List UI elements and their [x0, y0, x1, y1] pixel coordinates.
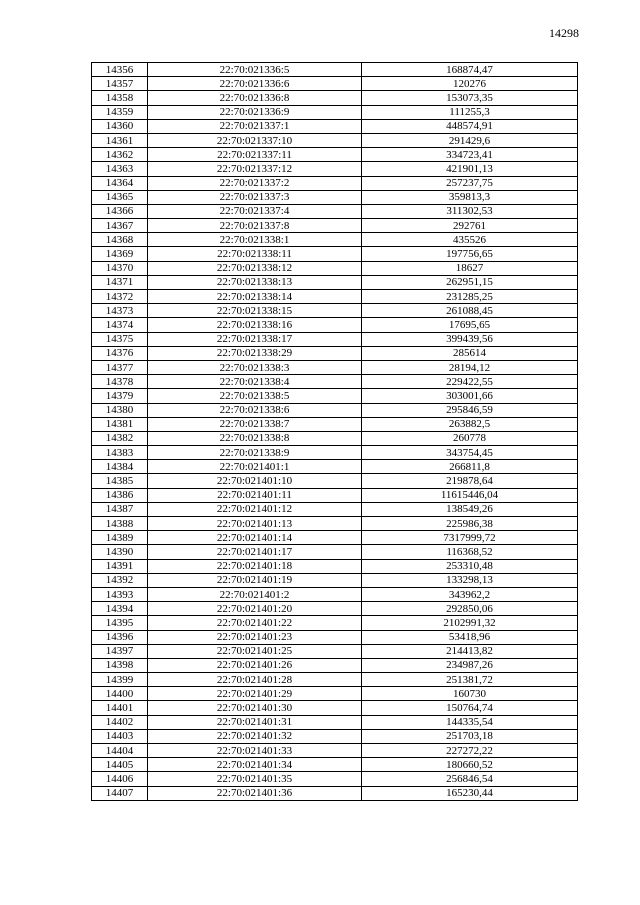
value-cell: 153073,35: [362, 91, 578, 105]
row-number-cell: 14379: [92, 389, 148, 403]
cadastral-number-cell: 22:70:021338:13: [148, 275, 362, 289]
cadastral-number-cell: 22:70:021336:6: [148, 77, 362, 91]
table-body: [92, 63, 578, 801]
cadastral-number-cell: 22:70:021401:19: [148, 573, 362, 587]
cadastral-number-cell: 22:70:021338:6: [148, 403, 362, 417]
table-row: [92, 119, 578, 133]
cadastral-number-cell: 22:70:021338:17: [148, 332, 362, 346]
cadastral-number-cell: 22:70:021338:7: [148, 417, 362, 431]
table-row: [92, 190, 578, 204]
value-cell: 111255,3: [362, 105, 578, 119]
value-cell: 53418,96: [362, 630, 578, 644]
value-cell: 251381,72: [362, 673, 578, 687]
row-number-cell: 14388: [92, 517, 148, 531]
cadastral-number-cell: 22:70:021401:13: [148, 517, 362, 531]
value-cell: 28194,12: [362, 360, 578, 374]
table-row: [92, 375, 578, 389]
value-cell: 421901,13: [362, 162, 578, 176]
value-cell: 399439,56: [362, 332, 578, 346]
value-cell: 180660,52: [362, 758, 578, 772]
table-row: [92, 77, 578, 91]
row-number-cell: 14396: [92, 630, 148, 644]
cadastral-number-cell: 22:70:021337:8: [148, 219, 362, 233]
row-number-cell: 14387: [92, 502, 148, 516]
value-cell: 150764,74: [362, 701, 578, 715]
value-cell: 144335,54: [362, 715, 578, 729]
row-number-cell: 14364: [92, 176, 148, 190]
cadastral-number-cell: 22:70:021337:2: [148, 176, 362, 190]
table-row: [92, 389, 578, 403]
cadastral-number-cell: 22:70:021338:16: [148, 318, 362, 332]
row-number-cell: 14403: [92, 729, 148, 743]
value-cell: 17695,65: [362, 318, 578, 332]
row-number-cell: 14358: [92, 91, 148, 105]
cadastral-number-cell: 22:70:021336:9: [148, 105, 362, 119]
cadastral-number-cell: 22:70:021401:32: [148, 729, 362, 743]
value-cell: 256846,54: [362, 772, 578, 786]
value-cell: 266811,8: [362, 460, 578, 474]
value-cell: 448574,91: [362, 119, 578, 133]
table-row: [92, 616, 578, 630]
table-row: [92, 559, 578, 573]
row-number-cell: 14360: [92, 119, 148, 133]
cadastral-number-cell: 22:70:021401:1: [148, 460, 362, 474]
value-cell: 197756,65: [362, 247, 578, 261]
value-cell: 120276: [362, 77, 578, 91]
cadastral-number-cell: 22:70:021338:8: [148, 431, 362, 445]
cadastral-number-cell: 22:70:021337:10: [148, 133, 362, 147]
cadastral-number-cell: 22:70:021337:3: [148, 190, 362, 204]
cadastral-number-cell: 22:70:021401:30: [148, 701, 362, 715]
cadastral-number-cell: 22:70:021336:5: [148, 63, 362, 77]
value-cell: 214413,82: [362, 644, 578, 658]
row-number-cell: 14372: [92, 290, 148, 304]
table-row: [92, 261, 578, 275]
row-number-cell: 14362: [92, 148, 148, 162]
value-cell: 165230,44: [362, 786, 578, 800]
table-row: [92, 204, 578, 218]
cadastral-number-cell: 22:70:021338:1: [148, 233, 362, 247]
row-number-cell: 14370: [92, 261, 148, 275]
cadastral-value-table: [91, 62, 578, 801]
table-row: [92, 488, 578, 502]
value-cell: 262951,15: [362, 275, 578, 289]
table-row: [92, 587, 578, 601]
table-row: [92, 602, 578, 616]
row-number-cell: 14400: [92, 687, 148, 701]
row-number-cell: 14399: [92, 673, 148, 687]
row-number-cell: 14398: [92, 658, 148, 672]
value-cell: 295846,59: [362, 403, 578, 417]
table-row: [92, 687, 578, 701]
cadastral-number-cell: 22:70:021337:11: [148, 148, 362, 162]
value-cell: 251703,18: [362, 729, 578, 743]
row-number-cell: 14383: [92, 446, 148, 460]
table-row: [92, 233, 578, 247]
value-cell: 225986,38: [362, 517, 578, 531]
value-cell: 168874,47: [362, 63, 578, 77]
row-number-cell: 14368: [92, 233, 148, 247]
table-row: [92, 531, 578, 545]
table-row: [92, 275, 578, 289]
row-number-cell: 14407: [92, 786, 148, 800]
table-row: [92, 332, 578, 346]
row-number-cell: 14385: [92, 474, 148, 488]
cadastral-number-cell: 22:70:021401:25: [148, 644, 362, 658]
row-number-cell: 14390: [92, 545, 148, 559]
cadastral-number-cell: 22:70:021337:12: [148, 162, 362, 176]
row-number-cell: 14386: [92, 488, 148, 502]
row-number-cell: 14363: [92, 162, 148, 176]
cadastral-number-cell: 22:70:021338:29: [148, 346, 362, 360]
row-number-cell: 14374: [92, 318, 148, 332]
table-row: [92, 658, 578, 672]
row-number-cell: 14375: [92, 332, 148, 346]
value-cell: 343754,45: [362, 446, 578, 460]
table-row: [92, 715, 578, 729]
table-row: [92, 573, 578, 587]
row-number-cell: 14397: [92, 644, 148, 658]
table-row: [92, 133, 578, 147]
table-row: [92, 105, 578, 119]
value-cell: 133298,13: [362, 573, 578, 587]
cadastral-number-cell: 22:70:021401:31: [148, 715, 362, 729]
row-number-cell: 14405: [92, 758, 148, 772]
value-cell: 138549,26: [362, 502, 578, 516]
table-row: [92, 431, 578, 445]
value-cell: 261088,45: [362, 304, 578, 318]
row-number-cell: 14367: [92, 219, 148, 233]
cadastral-number-cell: 22:70:021401:28: [148, 673, 362, 687]
cadastral-number-cell: 22:70:021401:26: [148, 658, 362, 672]
cadastral-number-cell: 22:70:021401:18: [148, 559, 362, 573]
table-row: [92, 673, 578, 687]
value-cell: 257237,75: [362, 176, 578, 190]
cadastral-number-cell: 22:70:021337:1: [148, 119, 362, 133]
row-number-cell: 14359: [92, 105, 148, 119]
value-cell: 253310,48: [362, 559, 578, 573]
value-cell: 292761: [362, 219, 578, 233]
row-number-cell: 14369: [92, 247, 148, 261]
cadastral-number-cell: 22:70:021338:9: [148, 446, 362, 460]
row-number-cell: 14401: [92, 701, 148, 715]
value-cell: 231285,25: [362, 290, 578, 304]
table-row: [92, 545, 578, 559]
table-row: [92, 162, 578, 176]
row-number-cell: 14392: [92, 573, 148, 587]
cadastral-number-cell: 22:70:021401:34: [148, 758, 362, 772]
row-number-cell: 14389: [92, 531, 148, 545]
row-number-cell: 14381: [92, 417, 148, 431]
table-row: [92, 148, 578, 162]
table-row: [92, 417, 578, 431]
row-number-cell: 14391: [92, 559, 148, 573]
table-row: [92, 786, 578, 800]
cadastral-number-cell: 22:70:021401:23: [148, 630, 362, 644]
table-row: [92, 729, 578, 743]
cadastral-number-cell: 22:70:021336:8: [148, 91, 362, 105]
row-number-cell: 14402: [92, 715, 148, 729]
page-number: 14298: [549, 26, 579, 40]
row-number-cell: 14377: [92, 360, 148, 374]
table-row: [92, 360, 578, 374]
cadastral-number-cell: 22:70:021401:17: [148, 545, 362, 559]
value-cell: 343962,2: [362, 587, 578, 601]
row-number-cell: 14357: [92, 77, 148, 91]
value-cell: 285614: [362, 346, 578, 360]
table-row: [92, 318, 578, 332]
table-row: [92, 744, 578, 758]
table-row: [92, 247, 578, 261]
table-row: [92, 304, 578, 318]
table-row: [92, 644, 578, 658]
cadastral-number-cell: 22:70:021401:35: [148, 772, 362, 786]
cadastral-number-cell: 22:70:021338:5: [148, 389, 362, 403]
cadastral-number-cell: 22:70:021401:22: [148, 616, 362, 630]
cadastral-number-cell: 22:70:021338:15: [148, 304, 362, 318]
value-cell: 11615446,04: [362, 488, 578, 502]
value-cell: 234987,26: [362, 658, 578, 672]
cadastral-number-cell: 22:70:021401:2: [148, 587, 362, 601]
row-number-cell: 14384: [92, 460, 148, 474]
value-cell: 7317999,72: [362, 531, 578, 545]
row-number-cell: 14371: [92, 275, 148, 289]
table-row: [92, 630, 578, 644]
row-number-cell: 14376: [92, 346, 148, 360]
table-row: [92, 63, 578, 77]
row-number-cell: 14404: [92, 744, 148, 758]
value-cell: 303001,66: [362, 389, 578, 403]
row-number-cell: 14361: [92, 133, 148, 147]
cadastral-number-cell: 22:70:021401:14: [148, 531, 362, 545]
row-number-cell: 14406: [92, 772, 148, 786]
table-row: [92, 446, 578, 460]
table-row: [92, 91, 578, 105]
cadastral-number-cell: 22:70:021338:11: [148, 247, 362, 261]
value-cell: 260778: [362, 431, 578, 445]
cadastral-number-cell: 22:70:021401:29: [148, 687, 362, 701]
table-row: [92, 290, 578, 304]
row-number-cell: 14373: [92, 304, 148, 318]
table-row: [92, 772, 578, 786]
row-number-cell: 14378: [92, 375, 148, 389]
cadastral-number-cell: 22:70:021401:36: [148, 786, 362, 800]
value-cell: 18627: [362, 261, 578, 275]
value-cell: 359813,3: [362, 190, 578, 204]
value-cell: 116368,52: [362, 545, 578, 559]
row-number-cell: 14380: [92, 403, 148, 417]
value-cell: 334723,41: [362, 148, 578, 162]
value-cell: 263882,5: [362, 417, 578, 431]
row-number-cell: 14382: [92, 431, 148, 445]
value-cell: 435526: [362, 233, 578, 247]
cadastral-number-cell: 22:70:021401:20: [148, 602, 362, 616]
value-cell: 229422,55: [362, 375, 578, 389]
cadastral-number-cell: 22:70:021401:11: [148, 488, 362, 502]
cadastral-number-cell: 22:70:021338:14: [148, 290, 362, 304]
cadastral-number-cell: 22:70:021401:10: [148, 474, 362, 488]
cadastral-number-cell: 22:70:021338:3: [148, 360, 362, 374]
table-row: [92, 758, 578, 772]
value-cell: 292850,06: [362, 602, 578, 616]
cadastral-number-cell: 22:70:021401:33: [148, 744, 362, 758]
table-row: [92, 346, 578, 360]
table-row: [92, 701, 578, 715]
row-number-cell: 14356: [92, 63, 148, 77]
table-row: [92, 219, 578, 233]
row-number-cell: 14366: [92, 204, 148, 218]
value-cell: 2102991,32: [362, 616, 578, 630]
table-row: [92, 403, 578, 417]
row-number-cell: 14394: [92, 602, 148, 616]
row-number-cell: 14395: [92, 616, 148, 630]
value-cell: 160730: [362, 687, 578, 701]
value-cell: 219878,64: [362, 474, 578, 488]
cadastral-number-cell: 22:70:021337:4: [148, 204, 362, 218]
value-cell: 291429,6: [362, 133, 578, 147]
value-cell: 311302,53: [362, 204, 578, 218]
row-number-cell: 14393: [92, 587, 148, 601]
value-cell: 227272,22: [362, 744, 578, 758]
cadastral-number-cell: 22:70:021338:4: [148, 375, 362, 389]
row-number-cell: 14365: [92, 190, 148, 204]
table-row: [92, 517, 578, 531]
cadastral-number-cell: 22:70:021401:12: [148, 502, 362, 516]
table-row: [92, 474, 578, 488]
table-row: [92, 176, 578, 190]
table-row: [92, 502, 578, 516]
table-row: [92, 460, 578, 474]
cadastral-number-cell: 22:70:021338:12: [148, 261, 362, 275]
